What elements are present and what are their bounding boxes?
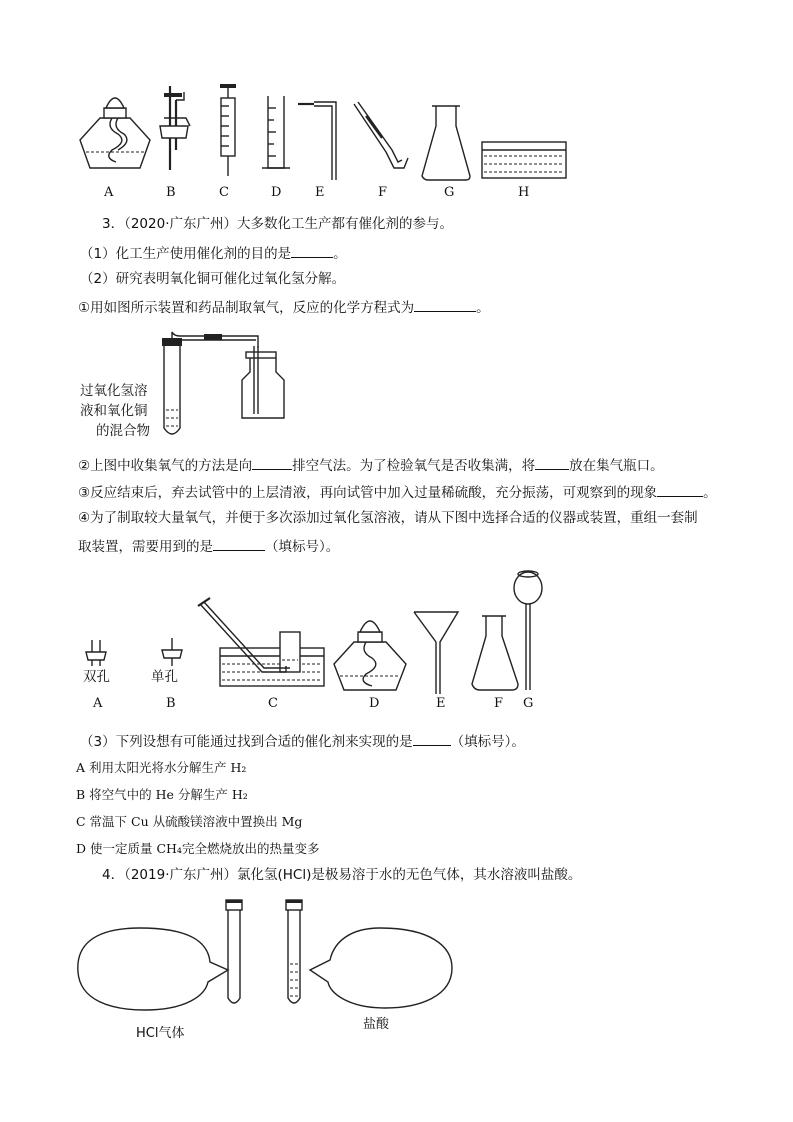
part-3-text: （3）下列设想有可能通过找到合适的催化剂来实现的是 (80, 734, 413, 750)
speech-bubble-icon (78, 928, 228, 1010)
fig1-label: B (166, 185, 176, 200)
option-a: A 利用太阳光将水分解生产 H₂ (76, 760, 247, 775)
speech-bubble-icon (310, 928, 452, 1008)
fig1-label: G (444, 185, 455, 200)
option-d: D 使一定质量 CH₄完全燃烧放出的热量变多 (76, 841, 320, 856)
sub-2-text-b: 排空气法。为了检验氧气是否收集满，将 (292, 458, 536, 474)
sub-3-text: ③反应结束后，弃去试管中的上层清液，再向试管中加入过量稀硫酸，充分振荡，可观察到的现象 (78, 485, 658, 501)
mixture-label-line: 过氧化氢溶 (80, 383, 148, 399)
hydrochloric-acid-label: 盐酸 (363, 1017, 390, 1032)
question-3-title: 3．（2020·广东广州）大多数化工生产都有催化剂的参与。 (102, 216, 453, 232)
option-b: B 将空气中的 He 分解生产 H₂ (76, 787, 248, 802)
fig1-label: F (378, 185, 388, 200)
question-3-part-2: （2）研究表明氧化铜可催化过氧化氢分解。 (80, 271, 346, 287)
mixture-label-line: 液和氧化铜 (80, 403, 148, 419)
fig1-label: H (518, 185, 530, 200)
sub-3-end: 。 (703, 485, 717, 501)
fig2-label: A (93, 696, 103, 711)
double-hole-label: 双孔 (83, 669, 110, 685)
part-3-end: （填标号）。 (450, 734, 525, 750)
mixture-label-line: 的混合物 (96, 423, 150, 439)
option-c: C 常温下 Cu 从硫酸镁溶液中置换出 Mg (76, 814, 303, 829)
single-hole-label: 单孔 (151, 669, 178, 685)
question-4-title: 4．（2019·广东广州）氯化氢(HCl)是极易溶于水的无色气体，其水溶液叫盐酸。 (102, 867, 582, 883)
part-1-text: （1）化工生产使用催化剂的目的是 (80, 246, 292, 262)
part-1-end: 。 (333, 246, 347, 262)
fig2-label: E (436, 696, 446, 711)
sub-4-text-b: （填标号）。 (265, 539, 340, 555)
sub-4-text-a: 取装置，需要用到的是 (78, 539, 213, 555)
fig1-label: A (104, 185, 114, 200)
fig2-label: C (268, 696, 278, 711)
sub-1-text: ①用如图所示装置和药品制取氧气，反应的化学方程式为 (78, 300, 415, 316)
fig2-label: F (494, 696, 504, 711)
fig2-label: G (523, 696, 534, 711)
sub-2-text-a: ②上图中收集氧气的方法是向 (78, 458, 253, 474)
fig1-label: C (219, 185, 229, 200)
fig1-label: E (315, 185, 325, 200)
sub-2-text-c: 放在集气瓶口。 (569, 458, 664, 474)
hcl-gas-label: HCl气体 (136, 1026, 185, 1041)
fig2-label: D (369, 696, 380, 711)
sub-1-end: 。 (476, 300, 490, 316)
test-tube-icon (286, 900, 302, 1003)
test-tube-icon (226, 900, 242, 1003)
fig2-label: B (166, 696, 176, 711)
fig1-label: D (271, 185, 282, 200)
question-3-sub-4-line-1: ④为了制取较大量氧气，并便于多次添加过氧化氢溶液，请从下图中选择合适的仪器或装置，重组一套制 (78, 510, 698, 526)
